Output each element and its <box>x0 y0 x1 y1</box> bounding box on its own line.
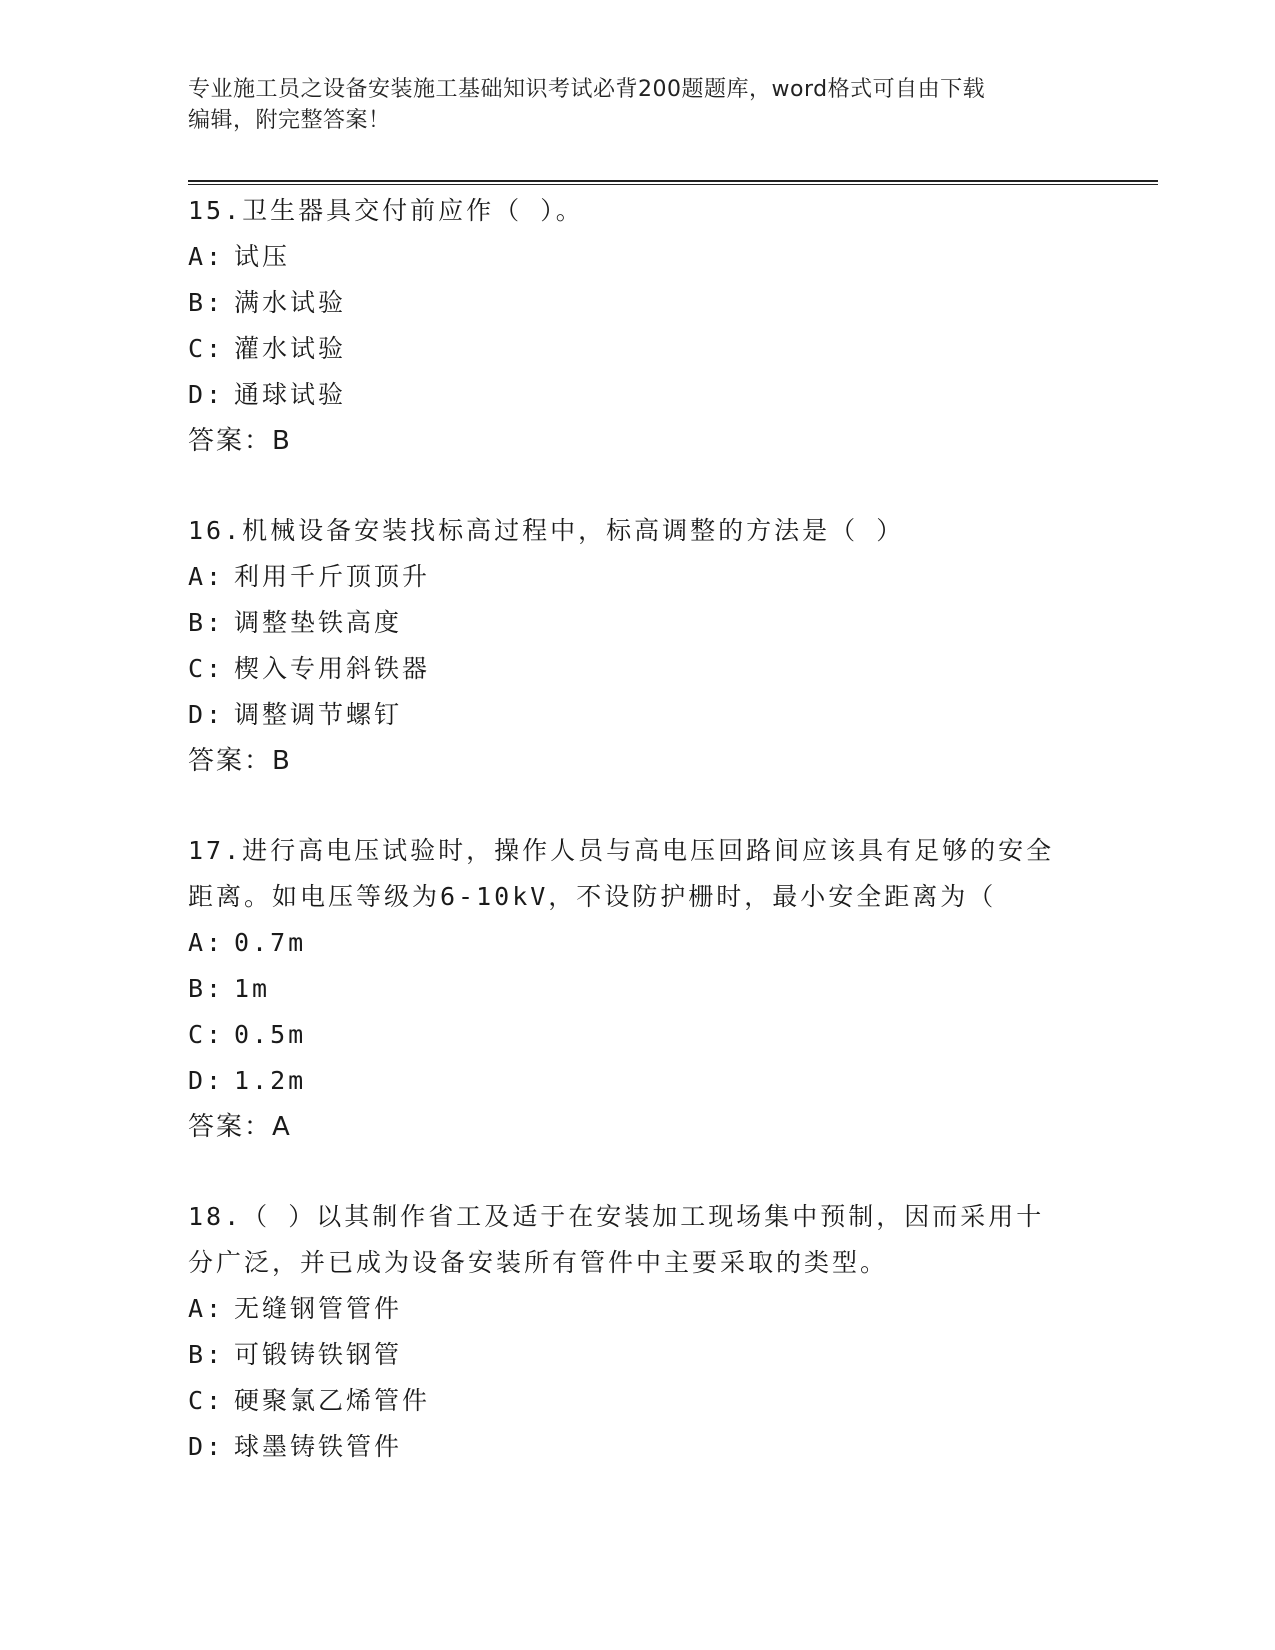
option-letter: B: <box>188 288 225 317</box>
option-d <box>188 1424 1088 1470</box>
answer-label: 答案：B <box>188 746 292 776</box>
question-16 <box>188 508 1088 784</box>
option-a <box>188 1286 1088 1332</box>
option-letter: C: <box>188 334 225 363</box>
question-list <box>188 188 1088 1514</box>
question-stem-line-1: 17.进行高电压试验时，操作人员与高电压回路间应该具有足够的安全 <box>188 836 1055 865</box>
option-d <box>188 1058 1088 1104</box>
option-a <box>188 920 1088 966</box>
question-18 <box>188 1194 1088 1470</box>
option-a <box>188 234 1088 280</box>
option-text: 无缝钢管管件 <box>234 1294 403 1323</box>
option-letter: B: <box>188 974 225 1003</box>
question-stem-line-2: 分广泛，并已成为设备安装所有管件中主要采取的类型。 <box>188 1248 889 1277</box>
option-letter: C: <box>188 654 225 683</box>
option-text: 灌水试验 <box>234 334 347 363</box>
option-text: 球墨铸铁管件 <box>234 1432 403 1461</box>
option-b <box>188 600 1088 646</box>
question-stem-line-2: 距离。如电压等级为6-10kV，不设防护栅时，最小安全距离为（ <box>188 882 997 911</box>
option-a <box>188 554 1088 600</box>
option-letter: B: <box>188 608 225 637</box>
option-b <box>188 1332 1088 1378</box>
option-letter: C: <box>188 1020 225 1049</box>
question-stem: 15.卫生器具交付前应作（ ）。 <box>188 196 584 225</box>
option-c <box>188 1012 1088 1058</box>
question-stem: 16.机械设备安装找标高过程中，标高调整的方法是（ ） <box>188 516 905 545</box>
option-c <box>188 646 1088 692</box>
option-letter: D: <box>188 1066 225 1095</box>
question-stem-line-1: 18.（ ）以其制作省工及适于在安装加工现场集中预制，因而采用十 <box>188 1202 1045 1231</box>
option-letter: A: <box>188 1294 225 1323</box>
option-text: 调整垫铁高度 <box>234 608 403 637</box>
option-letter: A: <box>188 928 225 957</box>
answer-label: 答案：A <box>188 1112 292 1142</box>
option-text: 利用千斤顶顶升 <box>234 562 431 591</box>
option-b <box>188 280 1088 326</box>
option-text: 楔入专用斜铁器 <box>234 654 431 683</box>
option-c <box>188 1378 1088 1424</box>
header-line-1: 专业施工员之设备安装施工基础知识考试必背200题题库，word格式可自由下载 <box>188 77 986 102</box>
question-15 <box>188 188 1088 464</box>
header-divider-thin <box>188 184 1158 185</box>
option-text: 硬聚氯乙烯管件 <box>234 1386 431 1415</box>
option-text: 可锻铸铁钢管 <box>234 1340 403 1369</box>
option-text: 试压 <box>234 242 291 271</box>
document-header <box>188 74 1088 136</box>
option-letter: A: <box>188 242 225 271</box>
option-letter: B: <box>188 1340 225 1369</box>
option-d <box>188 692 1088 738</box>
header-divider-thick <box>188 180 1158 182</box>
option-c <box>188 326 1088 372</box>
option-letter: D: <box>188 1432 225 1461</box>
option-letter: C: <box>188 1386 225 1415</box>
option-b <box>188 966 1088 1012</box>
option-letter: D: <box>188 700 225 729</box>
option-letter: A: <box>188 562 225 591</box>
option-d <box>188 372 1088 418</box>
option-text: 通球试验 <box>234 380 347 409</box>
option-text: 满水试验 <box>234 288 347 317</box>
option-letter: D: <box>188 380 225 409</box>
question-17 <box>188 828 1088 1150</box>
header-line-2: 编辑，附完整答案！ <box>188 108 391 133</box>
option-text: 0.7m <box>234 928 307 957</box>
option-text: 1m <box>234 974 271 1003</box>
option-text: 调整调节螺钉 <box>234 700 403 729</box>
option-text: 1.2m <box>234 1066 307 1095</box>
option-text: 0.5m <box>234 1020 307 1049</box>
answer-label: 答案：B <box>188 426 292 456</box>
